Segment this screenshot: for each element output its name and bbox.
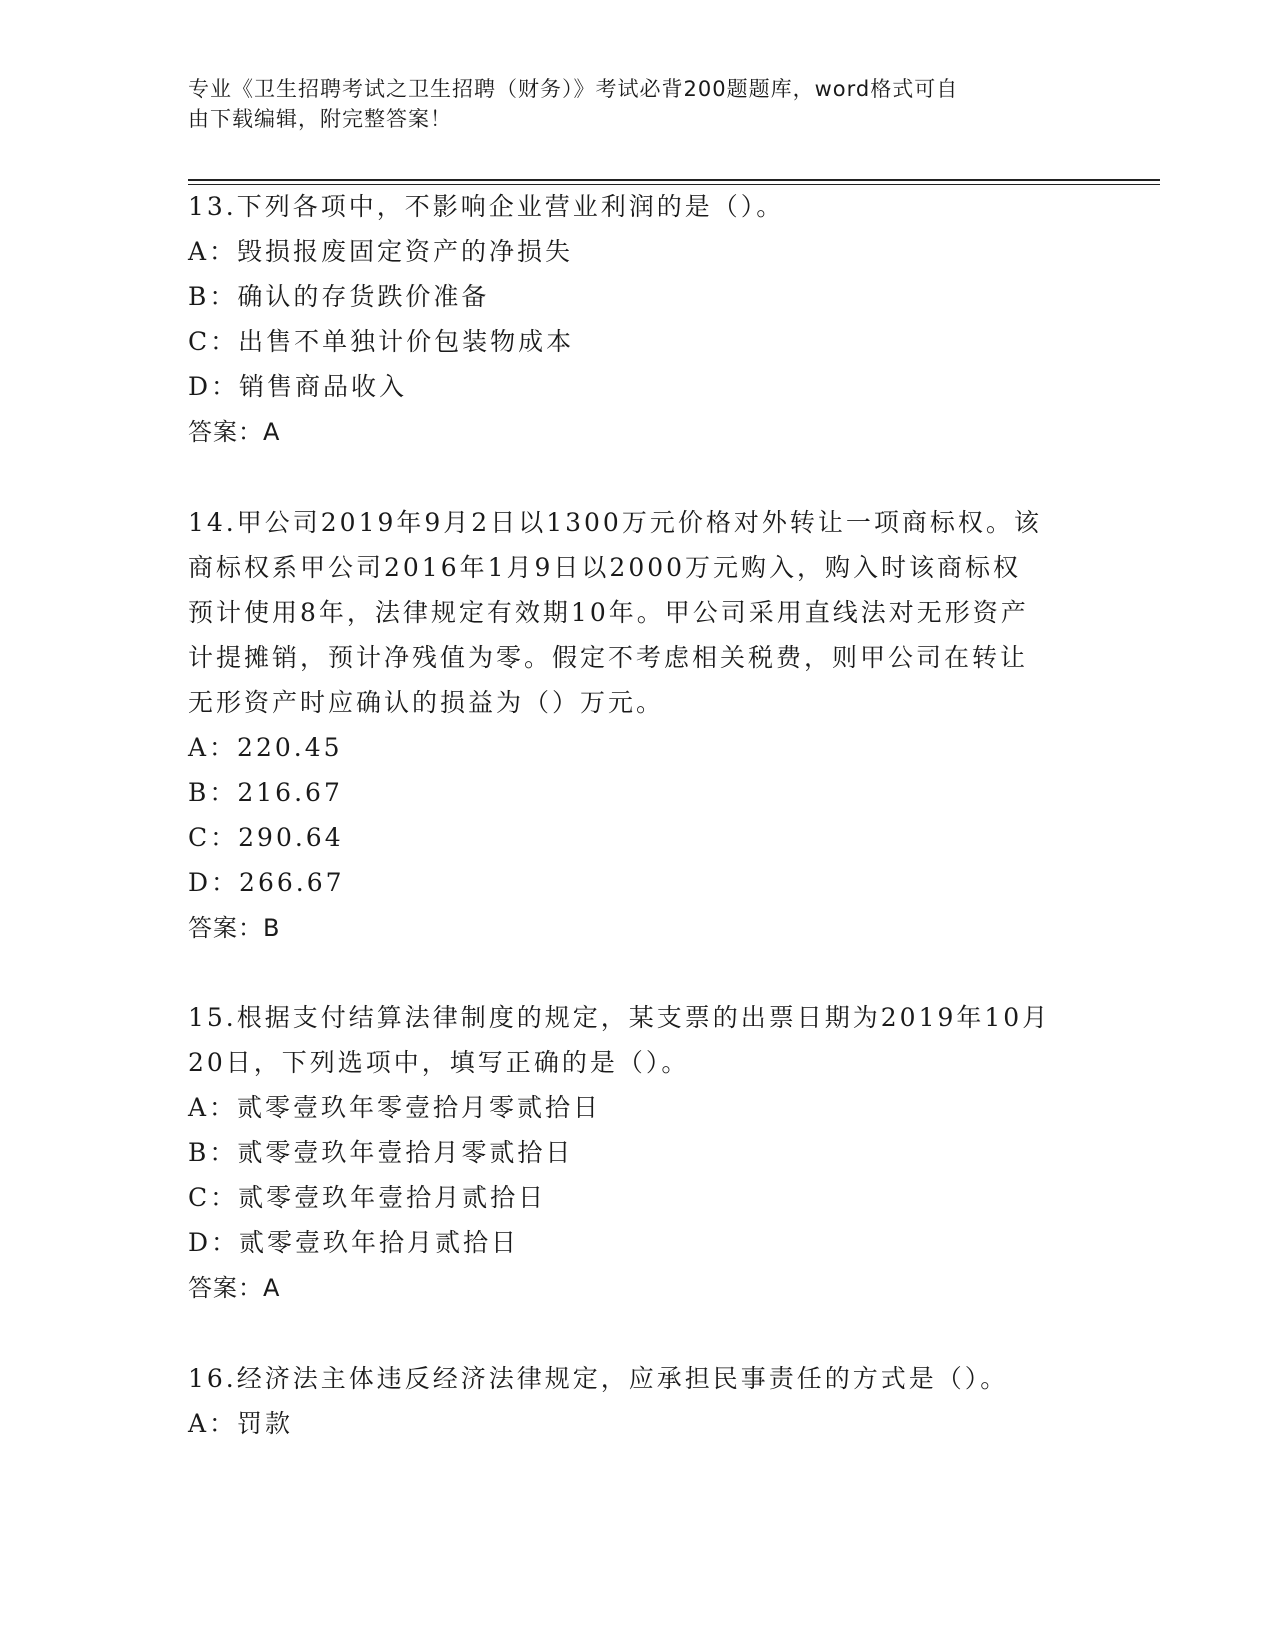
header-divider: [188, 179, 1160, 181]
question-15-stem-line-1: 15.根据支付结算法律制度的规定，某支票的出票日期为2019年10月: [188, 1003, 1051, 1032]
question-15-option-d: D：贰零壹玖年拾月贰拾日: [188, 1228, 520, 1257]
question-13-option-a: A：毁损报废固定资产的净损失: [188, 237, 574, 266]
question-14-stem-line-2: 商标权系甲公司2016年1月9日以2000万元购入，购入时该商标权: [188, 553, 1022, 582]
question-13-option-b: B：确认的存货跌价准备: [188, 282, 490, 311]
header-divider-thin: [188, 184, 1160, 185]
question-14-option-b: B：216.67: [188, 778, 343, 807]
header-line-2: 由下载编辑，附完整答案！: [188, 107, 452, 131]
question-15-option-a: A：贰零壹玖年零壹拾月零贰拾日: [188, 1093, 602, 1122]
question-13-option-d: D：销售商品收入: [188, 372, 408, 401]
question-16-option-a: A：罚款: [188, 1409, 294, 1438]
question-14-stem-line-1: 14.甲公司2019年9月2日以1300万元价格对外转让一项商标权。该: [188, 508, 1042, 537]
document-header: [188, 74, 1088, 134]
question-13-option-c: C：出售不单独计价包装物成本: [188, 327, 575, 356]
header-line-1: 专业《卫生招聘考试之卫生招聘（财务）》考试必背200题题库，word格式可自: [188, 77, 959, 101]
question-15-stem-line-2: 20日，下列选项中，填写正确的是（）。: [188, 1048, 690, 1077]
question-15-option-b: B：贰零壹玖年壹拾月零贰拾日: [188, 1138, 574, 1167]
question-14-option-c: C：290.64: [188, 823, 344, 852]
question-14-stem-line-5: 无形资产时应确认的损益为（）万元。: [188, 688, 665, 717]
question-14-answer: 答案：B: [188, 914, 281, 942]
question-16-stem: 16.经济法主体违反经济法律规定，应承担民事责任的方式是（）。: [188, 1364, 1009, 1393]
question-14-stem-line-3: 预计使用8年，法律规定有效期10年。甲公司采用直线法对无形资产: [188, 598, 1029, 627]
question-13-stem: 13.下列各项中，不影响企业营业利润的是（）。: [188, 192, 785, 221]
question-15-answer: 答案：A: [188, 1274, 281, 1302]
question-13-answer: 答案：A: [188, 418, 281, 446]
question-14-option-a: A：220.45: [188, 733, 343, 762]
question-14-stem-line-4: 计提摊销，预计净残值为零。假定不考虑相关税费，则甲公司在转让: [188, 643, 1029, 672]
question-14-option-d: D：266.67: [188, 868, 345, 897]
question-15-option-c: C：贰零壹玖年壹拾月贰拾日: [188, 1183, 547, 1212]
